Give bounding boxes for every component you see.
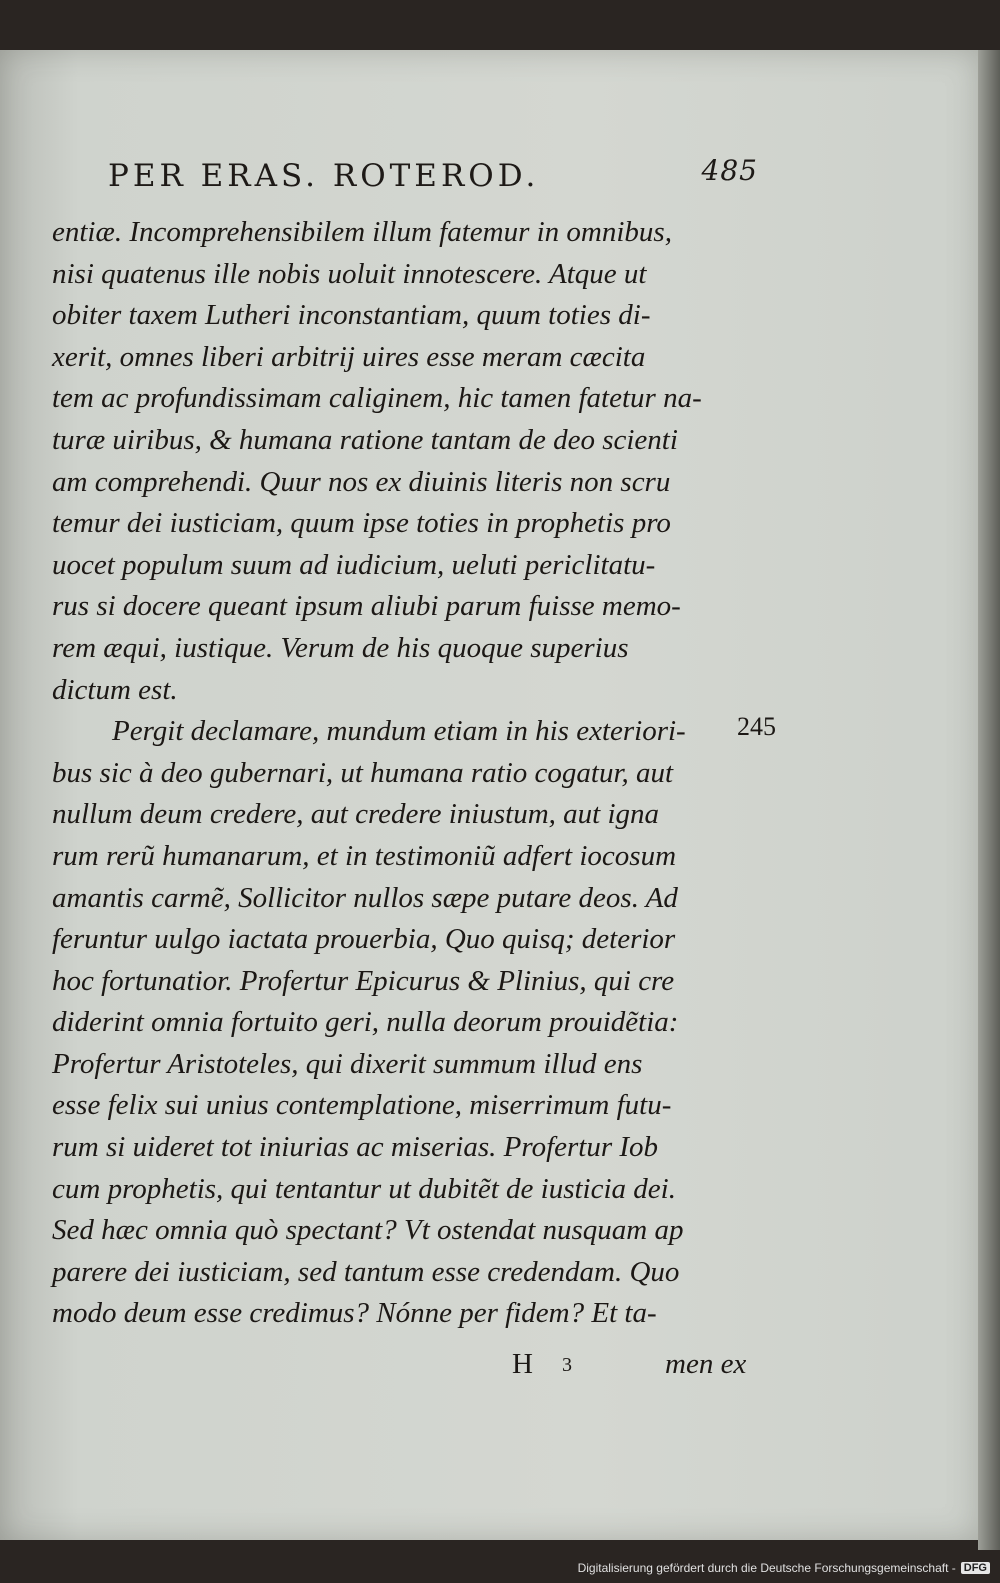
text-line: am comprehendi. Quur nos ex diuinis literis non scru bbox=[52, 465, 671, 498]
signature-mark: H bbox=[512, 1348, 533, 1380]
text-line: parere dei iusticiam, sed tantum esse credendam. Quo bbox=[52, 1255, 680, 1288]
text-line: bus sic à deo gubernari, ut humana ratio cogatur, aut bbox=[52, 756, 674, 789]
running-head-title: PER ERAS. ROTEROD. bbox=[108, 158, 540, 194]
text-line: tem ac profundissimam caliginem, hic tamen fatetur na- bbox=[52, 382, 702, 415]
text-line: cum prophetis, qui tentantur ut dubitẽt de iusticia dei. bbox=[52, 1172, 676, 1205]
text-line: entiæ. Incomprehensibilem illum fatemur in omnibus, bbox=[52, 216, 672, 248]
text-line: rum rerũ humanarum, et in testimoniũ adfert iocosum bbox=[52, 839, 677, 872]
text-line: turæ uiribus, & humana ratione tantam de deo scienti bbox=[52, 423, 678, 456]
text-line: esse felix sui unius contemplatione, miserrimum futu- bbox=[52, 1089, 672, 1122]
text-line: nisi quatenus ille nobis uoluit innotescere. Atque ut bbox=[52, 257, 647, 290]
folio-number: 485 bbox=[701, 154, 758, 187]
text-line: rum si uideret tot iniurias ac miserias. Profertur Iob bbox=[52, 1131, 659, 1164]
body-text bbox=[52, 212, 752, 1335]
text-line: Profertur Aristoteles, qui dixerit summum illud ens bbox=[52, 1047, 643, 1080]
digitization-credit bbox=[578, 1561, 990, 1575]
text-line: rem æqui, iustique. Verum de his quoque superius bbox=[52, 631, 629, 664]
text-line: diderint omnia fortuito geri, nulla deorum prouidẽtia: bbox=[52, 1006, 679, 1039]
text-line: rus si docere queant ipsum aliubi parum fuisse memo- bbox=[52, 590, 681, 623]
text-line: hoc fortunatior. Profertur Epicurus & Plinius, qui cre bbox=[52, 964, 675, 997]
text-line: Sed hæc omnia quò spectant? Vt ostendat nusquam ap bbox=[52, 1214, 684, 1247]
margin-note: 245 bbox=[737, 712, 776, 741]
text-line: obiter taxem Lutheri inconstantiam, quum toties di- bbox=[52, 299, 651, 332]
credit-text: Digitalisierung gefördert durch die Deutsche Forschungsgemeinschaft - bbox=[577, 1561, 956, 1575]
signature-number: 3 bbox=[562, 1354, 572, 1376]
text-line: xerit, omnes liberi arbitrij uires esse meram cæcita bbox=[52, 340, 646, 373]
text-line: Pergit declamare, mundum etiam in his exteriori- bbox=[112, 715, 686, 748]
page-edge bbox=[978, 50, 1000, 1550]
text-line: dictum est. bbox=[52, 673, 178, 706]
text-line: uocet populum suum ad iudicium, ueluti periclitatu- bbox=[52, 548, 656, 581]
text-line: amantis carmẽ, Sollicitor nullos sæpe putare deos. Ad bbox=[52, 881, 678, 914]
running-head bbox=[108, 154, 758, 194]
text-line: modo deum esse credimus? Nónne per fidem? Et ta- bbox=[52, 1297, 657, 1330]
catchword: men ex bbox=[665, 1348, 747, 1380]
dfg-logo: DFG bbox=[961, 1562, 990, 1574]
text-line: nullum deum credere, aut credere iniustum, aut igna bbox=[52, 798, 660, 831]
text-line: temur dei iusticiam, quum ipse toties in prophetis pro bbox=[52, 507, 671, 540]
text-line: feruntur uulgo iactata prouerbia, Quo quisq; deterior bbox=[52, 923, 676, 956]
